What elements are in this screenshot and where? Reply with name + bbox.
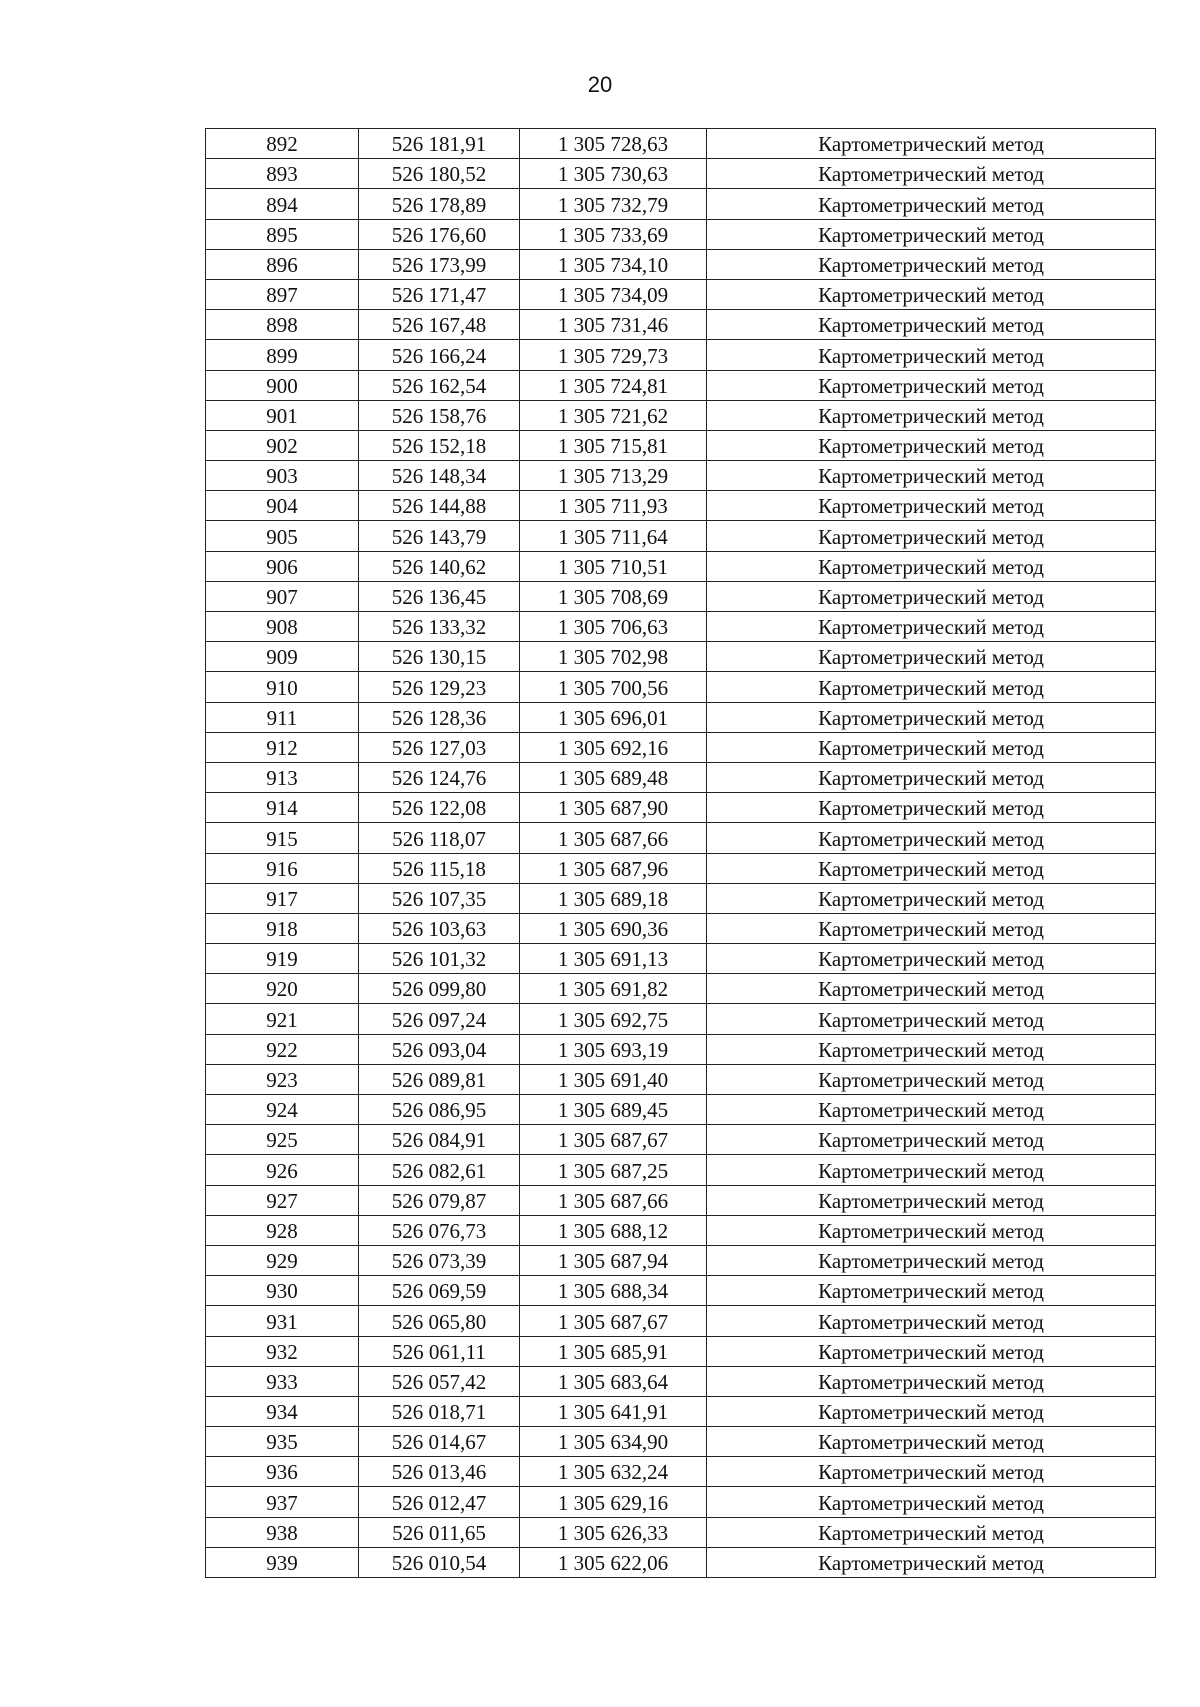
x-coordinate-cell: 526 148,34 bbox=[359, 461, 520, 491]
x-coordinate-cell: 526 115,18 bbox=[359, 853, 520, 883]
x-coordinate-cell: 526 167,48 bbox=[359, 310, 520, 340]
method-cell: Картометрический метод bbox=[707, 883, 1156, 913]
y-coordinate-cell: 1 305 734,10 bbox=[520, 249, 707, 279]
table-row bbox=[206, 1276, 1156, 1306]
method-cell: Картометрический метод bbox=[707, 1276, 1156, 1306]
table-row bbox=[206, 1215, 1156, 1245]
x-coordinate-cell: 526 082,61 bbox=[359, 1155, 520, 1185]
method-cell: Картометрический метод bbox=[707, 340, 1156, 370]
point-number-cell: 894 bbox=[206, 189, 359, 219]
y-coordinate-cell: 1 305 733,69 bbox=[520, 219, 707, 249]
table-row bbox=[206, 1185, 1156, 1215]
x-coordinate-cell: 526 133,32 bbox=[359, 612, 520, 642]
x-coordinate-cell: 526 014,67 bbox=[359, 1427, 520, 1457]
y-coordinate-cell: 1 305 696,01 bbox=[520, 702, 707, 732]
table-row bbox=[206, 732, 1156, 762]
x-coordinate-cell: 526 152,18 bbox=[359, 430, 520, 460]
point-number-cell: 924 bbox=[206, 1095, 359, 1125]
point-number-cell: 918 bbox=[206, 913, 359, 943]
method-cell: Картометрический метод bbox=[707, 1396, 1156, 1426]
method-cell: Картометрический метод bbox=[707, 732, 1156, 762]
method-cell: Картометрический метод bbox=[707, 1245, 1156, 1275]
x-coordinate-cell: 526 166,24 bbox=[359, 340, 520, 370]
y-coordinate-cell: 1 305 711,64 bbox=[520, 521, 707, 551]
point-number-cell: 896 bbox=[206, 249, 359, 279]
point-number-cell: 916 bbox=[206, 853, 359, 883]
method-cell: Картометрический метод bbox=[707, 1064, 1156, 1094]
point-number-cell: 892 bbox=[206, 129, 359, 159]
point-number-cell: 920 bbox=[206, 974, 359, 1004]
x-coordinate-cell: 526 012,47 bbox=[359, 1487, 520, 1517]
table-row bbox=[206, 1366, 1156, 1396]
y-coordinate-cell: 1 305 634,90 bbox=[520, 1427, 707, 1457]
y-coordinate-cell: 1 305 713,29 bbox=[520, 461, 707, 491]
method-cell: Картометрический метод bbox=[707, 1095, 1156, 1125]
method-cell: Картометрический метод bbox=[707, 279, 1156, 309]
x-coordinate-cell: 526 073,39 bbox=[359, 1245, 520, 1275]
x-coordinate-cell: 526 086,95 bbox=[359, 1095, 520, 1125]
y-coordinate-cell: 1 305 689,45 bbox=[520, 1095, 707, 1125]
method-cell: Картометрический метод bbox=[707, 189, 1156, 219]
y-coordinate-cell: 1 305 687,90 bbox=[520, 793, 707, 823]
table-row bbox=[206, 581, 1156, 611]
table-row bbox=[206, 1396, 1156, 1426]
table-row bbox=[206, 1517, 1156, 1547]
x-coordinate-cell: 526 122,08 bbox=[359, 793, 520, 823]
y-coordinate-cell: 1 305 685,91 bbox=[520, 1336, 707, 1366]
point-number-cell: 931 bbox=[206, 1306, 359, 1336]
x-coordinate-cell: 526 144,88 bbox=[359, 491, 520, 521]
table-row bbox=[206, 944, 1156, 974]
y-coordinate-cell: 1 305 730,63 bbox=[520, 159, 707, 189]
method-cell: Картометрический метод bbox=[707, 461, 1156, 491]
x-coordinate-cell: 526 079,87 bbox=[359, 1185, 520, 1215]
table-row bbox=[206, 340, 1156, 370]
table-row bbox=[206, 1457, 1156, 1487]
x-coordinate-cell: 526 128,36 bbox=[359, 702, 520, 732]
table-row bbox=[206, 1095, 1156, 1125]
point-number-cell: 912 bbox=[206, 732, 359, 762]
table-row bbox=[206, 310, 1156, 340]
y-coordinate-cell: 1 305 700,56 bbox=[520, 672, 707, 702]
method-cell: Картометрический метод bbox=[707, 1306, 1156, 1336]
y-coordinate-cell: 1 305 708,69 bbox=[520, 581, 707, 611]
x-coordinate-cell: 526 010,54 bbox=[359, 1547, 520, 1577]
point-number-cell: 919 bbox=[206, 944, 359, 974]
x-coordinate-cell: 526 011,65 bbox=[359, 1517, 520, 1547]
method-cell: Картометрический метод bbox=[707, 430, 1156, 460]
method-cell: Картометрический метод bbox=[707, 491, 1156, 521]
table-row bbox=[206, 1245, 1156, 1275]
x-coordinate-cell: 526 118,07 bbox=[359, 823, 520, 853]
table-row bbox=[206, 853, 1156, 883]
table-row bbox=[206, 400, 1156, 430]
method-cell: Картометрический метод bbox=[707, 1427, 1156, 1457]
point-number-cell: 932 bbox=[206, 1336, 359, 1366]
table-row bbox=[206, 1487, 1156, 1517]
x-coordinate-cell: 526 076,73 bbox=[359, 1215, 520, 1245]
point-number-cell: 935 bbox=[206, 1427, 359, 1457]
table-row bbox=[206, 279, 1156, 309]
method-cell: Картометрический метод bbox=[707, 612, 1156, 642]
table-row bbox=[206, 430, 1156, 460]
x-coordinate-cell: 526 178,89 bbox=[359, 189, 520, 219]
method-cell: Картометрический метод bbox=[707, 672, 1156, 702]
method-cell: Картометрический метод bbox=[707, 1366, 1156, 1396]
table-row bbox=[206, 974, 1156, 1004]
table-row bbox=[206, 883, 1156, 913]
point-number-cell: 897 bbox=[206, 279, 359, 309]
table-row bbox=[206, 1125, 1156, 1155]
method-cell: Картометрический метод bbox=[707, 129, 1156, 159]
point-number-cell: 911 bbox=[206, 702, 359, 732]
x-coordinate-cell: 526 171,47 bbox=[359, 279, 520, 309]
x-coordinate-cell: 526 099,80 bbox=[359, 974, 520, 1004]
table-row bbox=[206, 1155, 1156, 1185]
method-cell: Картометрический метод bbox=[707, 1155, 1156, 1185]
y-coordinate-cell: 1 305 691,13 bbox=[520, 944, 707, 974]
y-coordinate-cell: 1 305 724,81 bbox=[520, 370, 707, 400]
x-coordinate-cell: 526 103,63 bbox=[359, 913, 520, 943]
table-row bbox=[206, 672, 1156, 702]
x-coordinate-cell: 526 124,76 bbox=[359, 762, 520, 792]
point-number-cell: 934 bbox=[206, 1396, 359, 1426]
y-coordinate-cell: 1 305 702,98 bbox=[520, 642, 707, 672]
method-cell: Картометрический метод bbox=[707, 974, 1156, 1004]
table-row bbox=[206, 249, 1156, 279]
x-coordinate-cell: 526 162,54 bbox=[359, 370, 520, 400]
method-cell: Картометрический метод bbox=[707, 1034, 1156, 1064]
point-number-cell: 899 bbox=[206, 340, 359, 370]
point-number-cell: 926 bbox=[206, 1155, 359, 1185]
y-coordinate-cell: 1 305 711,93 bbox=[520, 491, 707, 521]
point-number-cell: 915 bbox=[206, 823, 359, 853]
method-cell: Картометрический метод bbox=[707, 642, 1156, 672]
x-coordinate-cell: 526 173,99 bbox=[359, 249, 520, 279]
point-number-cell: 929 bbox=[206, 1245, 359, 1275]
table-row bbox=[206, 612, 1156, 642]
x-coordinate-cell: 526 057,42 bbox=[359, 1366, 520, 1396]
y-coordinate-cell: 1 305 734,09 bbox=[520, 279, 707, 309]
point-number-cell: 939 bbox=[206, 1547, 359, 1577]
point-number-cell: 906 bbox=[206, 551, 359, 581]
table-row bbox=[206, 913, 1156, 943]
table-row bbox=[206, 491, 1156, 521]
x-coordinate-cell: 526 127,03 bbox=[359, 732, 520, 762]
table-row bbox=[206, 823, 1156, 853]
point-number-cell: 904 bbox=[206, 491, 359, 521]
y-coordinate-cell: 1 305 687,66 bbox=[520, 1185, 707, 1215]
table-row bbox=[206, 1427, 1156, 1457]
y-coordinate-cell: 1 305 683,64 bbox=[520, 1366, 707, 1396]
method-cell: Картометрический метод bbox=[707, 1457, 1156, 1487]
y-coordinate-cell: 1 305 728,63 bbox=[520, 129, 707, 159]
table-row bbox=[206, 521, 1156, 551]
point-number-cell: 895 bbox=[206, 219, 359, 249]
method-cell: Картометрический метод bbox=[707, 1004, 1156, 1034]
table-row bbox=[206, 129, 1156, 159]
method-cell: Картометрический метод bbox=[707, 1125, 1156, 1155]
x-coordinate-cell: 526 136,45 bbox=[359, 581, 520, 611]
table-row bbox=[206, 642, 1156, 672]
point-number-cell: 928 bbox=[206, 1215, 359, 1245]
table-row bbox=[206, 1034, 1156, 1064]
y-coordinate-cell: 1 305 689,48 bbox=[520, 762, 707, 792]
method-cell: Картометрический метод bbox=[707, 853, 1156, 883]
y-coordinate-cell: 1 305 687,66 bbox=[520, 823, 707, 853]
x-coordinate-cell: 526 065,80 bbox=[359, 1306, 520, 1336]
point-number-cell: 936 bbox=[206, 1457, 359, 1487]
x-coordinate-cell: 526 158,76 bbox=[359, 400, 520, 430]
point-number-cell: 914 bbox=[206, 793, 359, 823]
table-row bbox=[206, 1336, 1156, 1366]
y-coordinate-cell: 1 305 692,16 bbox=[520, 732, 707, 762]
y-coordinate-cell: 1 305 731,46 bbox=[520, 310, 707, 340]
point-number-cell: 937 bbox=[206, 1487, 359, 1517]
y-coordinate-cell: 1 305 687,67 bbox=[520, 1125, 707, 1155]
coordinates-table-body bbox=[206, 129, 1156, 1578]
point-number-cell: 910 bbox=[206, 672, 359, 702]
x-coordinate-cell: 526 061,11 bbox=[359, 1336, 520, 1366]
method-cell: Картометрический метод bbox=[707, 551, 1156, 581]
y-coordinate-cell: 1 305 687,25 bbox=[520, 1155, 707, 1185]
point-number-cell: 933 bbox=[206, 1366, 359, 1396]
method-cell: Картометрический метод bbox=[707, 1517, 1156, 1547]
x-coordinate-cell: 526 130,15 bbox=[359, 642, 520, 672]
x-coordinate-cell: 526 107,35 bbox=[359, 883, 520, 913]
method-cell: Картометрический метод bbox=[707, 1547, 1156, 1577]
y-coordinate-cell: 1 305 693,19 bbox=[520, 1034, 707, 1064]
method-cell: Картометрический метод bbox=[707, 249, 1156, 279]
y-coordinate-cell: 1 305 632,24 bbox=[520, 1457, 707, 1487]
y-coordinate-cell: 1 305 629,16 bbox=[520, 1487, 707, 1517]
method-cell: Картометрический метод bbox=[707, 1487, 1156, 1517]
page-number: 20 bbox=[587, 72, 613, 97]
table-row bbox=[206, 370, 1156, 400]
y-coordinate-cell: 1 305 691,40 bbox=[520, 1064, 707, 1094]
method-cell: Картометрический метод bbox=[707, 1215, 1156, 1245]
point-number-cell: 927 bbox=[206, 1185, 359, 1215]
method-cell: Картометрический метод bbox=[707, 1336, 1156, 1366]
method-cell: Картометрический метод bbox=[707, 310, 1156, 340]
method-cell: Картометрический метод bbox=[707, 400, 1156, 430]
point-number-cell: 893 bbox=[206, 159, 359, 189]
y-coordinate-cell: 1 305 626,33 bbox=[520, 1517, 707, 1547]
point-number-cell: 905 bbox=[206, 521, 359, 551]
method-cell: Картометрический метод bbox=[707, 944, 1156, 974]
point-number-cell: 909 bbox=[206, 642, 359, 672]
point-number-cell: 900 bbox=[206, 370, 359, 400]
y-coordinate-cell: 1 305 690,36 bbox=[520, 913, 707, 943]
y-coordinate-cell: 1 305 691,82 bbox=[520, 974, 707, 1004]
method-cell: Картометрический метод bbox=[707, 159, 1156, 189]
point-number-cell: 913 bbox=[206, 762, 359, 792]
point-number-cell: 925 bbox=[206, 1125, 359, 1155]
table-row bbox=[206, 1547, 1156, 1577]
table-row bbox=[206, 159, 1156, 189]
point-number-cell: 930 bbox=[206, 1276, 359, 1306]
method-cell: Картометрический метод bbox=[707, 370, 1156, 400]
table-row bbox=[206, 551, 1156, 581]
x-coordinate-cell: 526 093,04 bbox=[359, 1034, 520, 1064]
x-coordinate-cell: 526 129,23 bbox=[359, 672, 520, 702]
table-row bbox=[206, 702, 1156, 732]
y-coordinate-cell: 1 305 687,96 bbox=[520, 853, 707, 883]
point-number-cell: 908 bbox=[206, 612, 359, 642]
point-number-cell: 938 bbox=[206, 1517, 359, 1547]
y-coordinate-cell: 1 305 687,94 bbox=[520, 1245, 707, 1275]
table-row bbox=[206, 762, 1156, 792]
y-coordinate-cell: 1 305 721,62 bbox=[520, 400, 707, 430]
x-coordinate-cell: 526 181,91 bbox=[359, 129, 520, 159]
table-row bbox=[206, 189, 1156, 219]
point-number-cell: 898 bbox=[206, 310, 359, 340]
point-number-cell: 921 bbox=[206, 1004, 359, 1034]
x-coordinate-cell: 526 069,59 bbox=[359, 1276, 520, 1306]
y-coordinate-cell: 1 305 729,73 bbox=[520, 340, 707, 370]
table-row bbox=[206, 1004, 1156, 1034]
x-coordinate-cell: 526 101,32 bbox=[359, 944, 520, 974]
point-number-cell: 907 bbox=[206, 581, 359, 611]
method-cell: Картометрический метод bbox=[707, 219, 1156, 249]
x-coordinate-cell: 526 018,71 bbox=[359, 1396, 520, 1426]
y-coordinate-cell: 1 305 688,12 bbox=[520, 1215, 707, 1245]
x-coordinate-cell: 526 143,79 bbox=[359, 521, 520, 551]
method-cell: Картометрический метод bbox=[707, 521, 1156, 551]
y-coordinate-cell: 1 305 692,75 bbox=[520, 1004, 707, 1034]
point-number-cell: 903 bbox=[206, 461, 359, 491]
x-coordinate-cell: 526 089,81 bbox=[359, 1064, 520, 1094]
x-coordinate-cell: 526 180,52 bbox=[359, 159, 520, 189]
point-number-cell: 922 bbox=[206, 1034, 359, 1064]
y-coordinate-cell: 1 305 710,51 bbox=[520, 551, 707, 581]
y-coordinate-cell: 1 305 687,67 bbox=[520, 1306, 707, 1336]
x-coordinate-cell: 526 013,46 bbox=[359, 1457, 520, 1487]
table-row bbox=[206, 1064, 1156, 1094]
x-coordinate-cell: 526 097,24 bbox=[359, 1004, 520, 1034]
table-row bbox=[206, 793, 1156, 823]
x-coordinate-cell: 526 084,91 bbox=[359, 1125, 520, 1155]
table-row bbox=[206, 461, 1156, 491]
y-coordinate-cell: 1 305 732,79 bbox=[520, 189, 707, 219]
point-number-cell: 901 bbox=[206, 400, 359, 430]
method-cell: Картометрический метод bbox=[707, 1185, 1156, 1215]
y-coordinate-cell: 1 305 689,18 bbox=[520, 883, 707, 913]
table-row bbox=[206, 1306, 1156, 1336]
y-coordinate-cell: 1 305 688,34 bbox=[520, 1276, 707, 1306]
point-number-cell: 902 bbox=[206, 430, 359, 460]
point-number-cell: 923 bbox=[206, 1064, 359, 1094]
method-cell: Картометрический метод bbox=[707, 702, 1156, 732]
y-coordinate-cell: 1 305 641,91 bbox=[520, 1396, 707, 1426]
point-number-cell: 917 bbox=[206, 883, 359, 913]
method-cell: Картометрический метод bbox=[707, 581, 1156, 611]
coordinates-table bbox=[205, 128, 1156, 1578]
method-cell: Картометрический метод bbox=[707, 793, 1156, 823]
x-coordinate-cell: 526 140,62 bbox=[359, 551, 520, 581]
y-coordinate-cell: 1 305 706,63 bbox=[520, 612, 707, 642]
method-cell: Картометрический метод bbox=[707, 762, 1156, 792]
method-cell: Картометрический метод bbox=[707, 823, 1156, 853]
table-row bbox=[206, 219, 1156, 249]
x-coordinate-cell: 526 176,60 bbox=[359, 219, 520, 249]
y-coordinate-cell: 1 305 715,81 bbox=[520, 430, 707, 460]
method-cell: Картометрический метод bbox=[707, 913, 1156, 943]
y-coordinate-cell: 1 305 622,06 bbox=[520, 1547, 707, 1577]
